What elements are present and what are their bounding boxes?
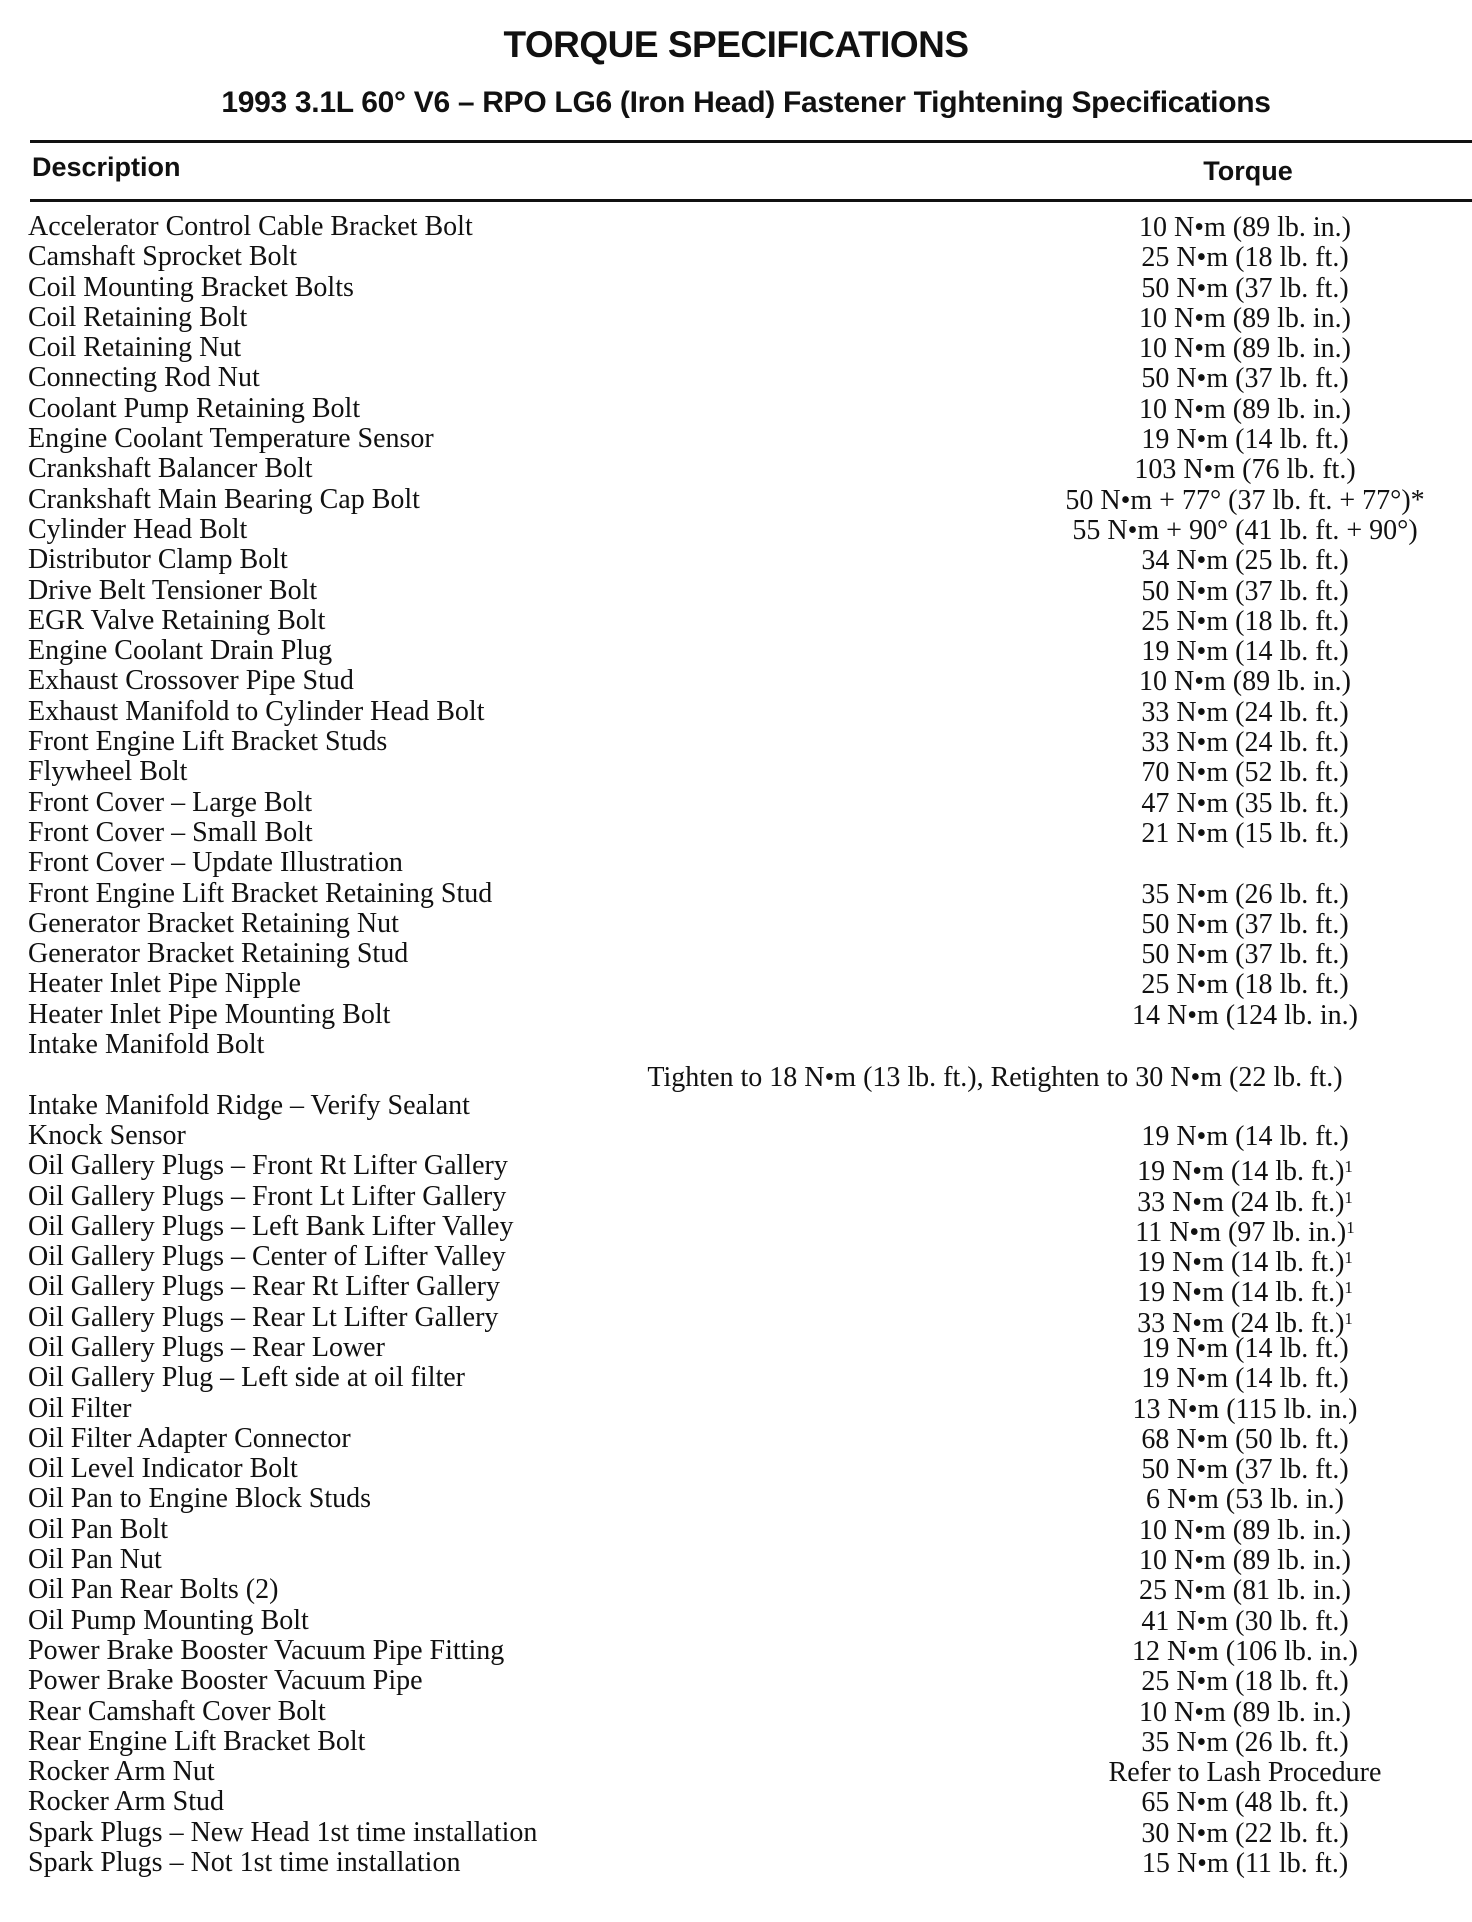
table-row — [0, 848, 1472, 878]
row-torque: 103 N•m (76 lb. ft.) — [1134, 454, 1356, 486]
row-description: Front Cover – Small Bolt — [28, 816, 313, 848]
row-description: Camshaft Sprocket Bolt — [28, 241, 298, 273]
row-torque: 10 N•m (89 lb. in.) — [1138, 333, 1351, 365]
table-row — [0, 1515, 1472, 1545]
row-torque: 19 N•m (14 lb. ft.) — [1141, 424, 1349, 456]
row-torque: 14 N•m (124 lb. in.) — [1131, 999, 1358, 1031]
row-torque: 33 N•m (24 lb. ft.) — [1141, 727, 1349, 759]
table-row — [0, 394, 1472, 424]
table-row — [0, 1545, 1472, 1575]
row-description: Oil Gallery Plugs – Rear Lt Lifter Gallery — [28, 1301, 499, 1333]
row-description: Coolant Pump Retaining Bolt — [28, 392, 361, 424]
row-description: Oil Gallery Plug – Left side at oil filter — [28, 1362, 466, 1394]
row-torque: 25 N•m (81 lb. in.) — [1138, 1575, 1351, 1607]
row-description: Generator Bracket Retaining Stud — [28, 938, 409, 970]
row-description: Front Engine Lift Bracket Studs — [28, 726, 388, 758]
row-torque: 33 N•m (24 lb. ft.)$^1$ — [1137, 1186, 1353, 1218]
table-row — [0, 424, 1472, 454]
row-description: Rocker Arm Stud — [28, 1786, 224, 1818]
row-torque: 10 N•m (89 lb. in.) — [1138, 1514, 1351, 1546]
row-torque: 19 N•m (14 lb. ft.) — [1141, 1363, 1349, 1395]
row-torque: 68 N•m (50 lb. ft.) — [1141, 1423, 1349, 1455]
table-row — [0, 1241, 1472, 1279]
description-column-header: Description — [32, 152, 181, 182]
table-row — [0, 1029, 1472, 1094]
row-torque: 25 N•m (18 lb. ft.) — [1141, 969, 1349, 1001]
row-torque: 33 N•m (24 lb. ft.) — [1141, 696, 1349, 728]
table-row — [0, 242, 1472, 272]
table-row — [0, 1180, 1472, 1218]
top-rule — [30, 140, 1472, 143]
table-row — [0, 909, 1472, 939]
row-torque: 50 N•m (37 lb. ft.) — [1141, 272, 1349, 304]
table-row — [0, 1333, 1472, 1363]
row-description: Spark Plugs – Not 1st time installation — [28, 1847, 461, 1879]
row-torque: 10 N•m (89 lb. in.) — [1138, 212, 1351, 243]
row-torque: 6 N•m (53 lb. in.) — [1145, 1484, 1344, 1516]
spec-table — [0, 212, 1472, 1878]
footnote-marker: 1 — [1344, 1187, 1353, 1207]
row-description: Exhaust Manifold to Cylinder Head Bolt — [28, 695, 485, 727]
table-row — [0, 363, 1472, 393]
row-torque: 35 N•m (26 lb. ft.) — [1141, 1726, 1349, 1758]
row-description: Heater Inlet Pipe Mounting Bolt — [28, 998, 391, 1030]
row-description: Connecting Rod Nut — [28, 362, 260, 394]
table-row — [0, 818, 1472, 848]
row-torque: 25 N•m (18 lb. ft.) — [1141, 242, 1349, 274]
table-row — [0, 1394, 1472, 1424]
row-torque: 19 N•m (14 lb. ft.)$^1$ — [1137, 1277, 1353, 1309]
row-torque: 33 N•m (24 lb. ft.)$^1$ — [1137, 1307, 1353, 1339]
row-description: Oil Pump Mounting Bolt — [28, 1604, 309, 1636]
table-row — [0, 1363, 1472, 1393]
row-torque: 47 N•m (35 lb. ft.) — [1141, 787, 1349, 819]
row-torque: 19 N•m (14 lb. ft.) — [1141, 1120, 1349, 1152]
row-description: Flywheel Bolt — [28, 756, 188, 788]
table-row — [0, 1210, 1472, 1248]
row-torque: Tighten to 18 N•m (13 lb. ft.), Retighten to 30 N•m (22 lb. ft.) — [647, 1062, 1343, 1094]
row-description: Rear Camshaft Cover Bolt — [28, 1695, 326, 1727]
row-description: Oil Pan Nut — [28, 1544, 162, 1576]
row-torque: 35 N•m (26 lb. ft.) — [1141, 878, 1349, 910]
table-row — [0, 1727, 1472, 1757]
footnote-marker: 1 — [1344, 1308, 1353, 1328]
table-row — [0, 1454, 1472, 1484]
page-title: TORQUE SPECIFICATIONS — [503, 24, 969, 65]
row-torque: 21 N•m (15 lb. ft.) — [1141, 817, 1349, 849]
table-row — [0, 1697, 1472, 1727]
row-torque: 19 N•m (14 lb. ft.)$^1$ — [1137, 1156, 1353, 1188]
table-row — [0, 333, 1472, 363]
row-description: Engine Coolant Drain Plug — [28, 635, 333, 667]
row-torque: 11 N•m (97 lb. in.)$^1$ — [1135, 1216, 1355, 1248]
row-description: Intake Manifold Bolt — [28, 1029, 265, 1061]
row-description: Spark Plugs – New Head 1st time installation — [28, 1816, 538, 1848]
row-description: Power Brake Booster Vacuum Pipe — [28, 1665, 423, 1697]
row-description: Crankshaft Balancer Bolt — [28, 453, 313, 485]
row-description: Power Brake Booster Vacuum Pipe Fitting — [28, 1634, 505, 1666]
row-description: Drive Belt Tensioner Bolt — [28, 574, 318, 606]
row-description: Oil Gallery Plugs – Rear Rt Lifter Gallery — [28, 1271, 500, 1303]
row-description: Cylinder Head Bolt — [28, 513, 248, 545]
row-torque: 10 N•m (89 lb. in.) — [1138, 1545, 1351, 1577]
table-row — [0, 1666, 1472, 1696]
table-row — [0, 1091, 1472, 1121]
table-row — [0, 1636, 1472, 1666]
footnote-marker: 1 — [1344, 1278, 1353, 1298]
row-torque: 65 N•m (48 lb. ft.) — [1141, 1787, 1349, 1819]
row-torque: 34 N•m (25 lb. ft.) — [1141, 545, 1349, 577]
row-torque: 19 N•m (14 lb. ft.) — [1141, 1332, 1349, 1364]
torque-column-header: Torque — [1203, 156, 1293, 186]
row-description: Front Cover – Large Bolt — [28, 786, 313, 818]
row-torque: 50 N•m (37 lb. ft.) — [1141, 939, 1349, 971]
table-row — [0, 1484, 1472, 1514]
row-description: Distributor Clamp Bolt — [28, 544, 288, 576]
row-description: Coil Mounting Bracket Bolts — [28, 271, 354, 303]
row-description: Crankshaft Main Bearing Cap Bolt — [28, 483, 420, 515]
footnote-marker: 1 — [1346, 1217, 1355, 1237]
row-description: Rocker Arm Nut — [28, 1756, 215, 1788]
row-torque: 10 N•m (89 lb. in.) — [1138, 1696, 1351, 1728]
table-row — [0, 939, 1472, 969]
row-description: Front Engine Lift Bracket Retaining Stud — [28, 877, 493, 909]
row-description: Front Cover – Update Illustration — [28, 847, 403, 879]
row-description: Generator Bracket Retaining Nut — [28, 907, 399, 939]
row-torque: 10 N•m (89 lb. in.) — [1138, 666, 1351, 698]
table-row — [0, 1271, 1472, 1309]
table-row — [0, 666, 1472, 696]
table-row — [0, 1301, 1472, 1339]
table-row — [0, 1424, 1472, 1454]
row-description: Oil Gallery Plugs – Front Rt Lifter Gallery — [28, 1150, 508, 1182]
table-row — [0, 576, 1472, 606]
row-description: Oil Pan Rear Bolts (2) — [28, 1574, 279, 1606]
table-row — [0, 212, 1472, 242]
row-description: Exhaust Crossover Pipe Stud — [28, 665, 354, 697]
table-row — [0, 1575, 1472, 1605]
table-row — [0, 879, 1472, 909]
table-row — [0, 454, 1472, 484]
row-torque: 50 N•m (37 lb. ft.) — [1141, 908, 1349, 940]
row-description: Oil Gallery Plugs – Center of Lifter Valley — [28, 1241, 506, 1273]
row-torque: 50 N•m (37 lb. ft.) — [1141, 1454, 1349, 1486]
row-torque: 30 N•m (22 lb. ft.) — [1141, 1817, 1349, 1849]
table-row — [0, 697, 1472, 727]
row-description: Coil Retaining Bolt — [28, 301, 248, 333]
table-row — [0, 273, 1472, 303]
row-torque: 55 N•m + 90° (41 lb. ft. + 90°) — [1072, 514, 1418, 546]
row-torque: 70 N•m (52 lb. ft.) — [1141, 757, 1349, 789]
row-description: Coil Retaining Nut — [28, 332, 242, 364]
table-row — [0, 636, 1472, 666]
table-row — [0, 515, 1472, 545]
row-description: Knock Sensor — [28, 1119, 186, 1151]
row-description: Oil Level Indicator Bolt — [28, 1453, 298, 1485]
table-row — [0, 1818, 1472, 1848]
row-torque: 50 N•m (37 lb. ft.) — [1141, 363, 1349, 395]
row-torque: 10 N•m (89 lb. in.) — [1138, 393, 1351, 425]
footnote-marker: 1 — [1344, 1248, 1353, 1268]
table-row — [0, 969, 1472, 999]
row-description: Oil Gallery Plugs – Left Bank Lifter Valley — [28, 1210, 514, 1242]
table-row — [0, 606, 1472, 636]
footnote-marker: 1 — [1344, 1157, 1353, 1177]
row-description: Oil Pan Bolt — [28, 1513, 169, 1545]
row-description: Intake Manifold Ridge – Verify Sealant — [28, 1089, 470, 1121]
table-row — [0, 545, 1472, 575]
row-torque: 50 N•m (37 lb. ft.) — [1141, 575, 1349, 607]
row-description: Oil Gallery Plugs – Front Lt Lifter Gallery — [28, 1180, 507, 1212]
table-row — [0, 1121, 1472, 1151]
row-description: Oil Gallery Plugs – Rear Lower — [28, 1331, 385, 1363]
row-torque: 12 N•m (106 lb. in.) — [1131, 1635, 1358, 1667]
table-row — [0, 1757, 1472, 1787]
row-torque: 41 N•m (30 lb. ft.) — [1141, 1605, 1349, 1637]
row-description: Oil Filter Adapter Connector — [28, 1422, 351, 1454]
row-torque: 13 N•m (115 lb. in.) — [1132, 1393, 1358, 1425]
table-row — [0, 757, 1472, 787]
table-row — [0, 485, 1472, 515]
row-torque: 50 N•m + 77° (37 lb. ft. + 77°)* — [1065, 484, 1425, 516]
row-description: Engine Coolant Temperature Sensor — [28, 423, 434, 455]
row-torque: 15 N•m (11 lb. ft.) — [1141, 1848, 1349, 1880]
table-row — [0, 1848, 1472, 1878]
row-description: Accelerator Control Cable Bracket Bolt — [28, 211, 473, 242]
row-description: Oil Pan to Engine Block Studs — [28, 1483, 371, 1515]
row-torque: 19 N•m (14 lb. ft.)$^1$ — [1137, 1247, 1353, 1279]
table-row — [0, 1000, 1472, 1030]
row-torque: 25 N•m (18 lb. ft.) — [1141, 605, 1349, 637]
table-row — [0, 788, 1472, 818]
row-torque: 10 N•m (89 lb. in.) — [1138, 302, 1351, 334]
row-torque: Refer to Lash Procedure — [1108, 1757, 1382, 1789]
table-row — [0, 1606, 1472, 1636]
row-torque: 19 N•m (14 lb. ft.) — [1141, 636, 1349, 668]
table-row — [0, 1787, 1472, 1817]
header-rule — [30, 199, 1472, 202]
table-row — [0, 1150, 1472, 1188]
row-description: Oil Filter — [28, 1392, 132, 1424]
row-torque: 25 N•m (18 lb. ft.) — [1141, 1666, 1349, 1698]
row-description: Rear Engine Lift Bracket Bolt — [28, 1725, 366, 1757]
row-description: Heater Inlet Pipe Nipple — [28, 968, 301, 1000]
table-row — [0, 727, 1472, 757]
page-subtitle: 1993 3.1L 60° V6 – RPO LG6 (Iron Head) Fastener Tightening Specifications — [221, 86, 1271, 119]
table-row — [0, 303, 1472, 333]
row-description: EGR Valve Retaining Bolt — [28, 604, 326, 636]
